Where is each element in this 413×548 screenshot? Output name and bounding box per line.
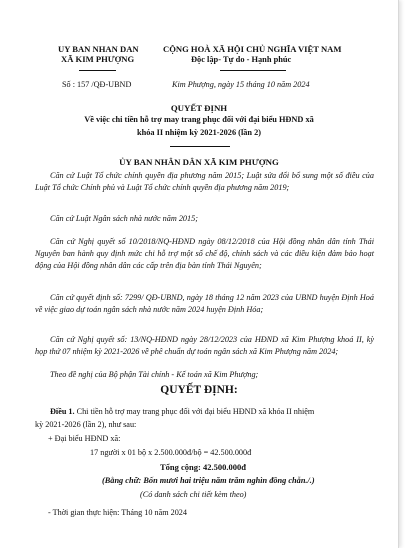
article-1-line2: kỳ 2021-2026 (lần 2), như sau: xyxy=(35,420,137,429)
article-1-amount-in-words: (Bằng chữ: Bốn mươi hai triệu năm trăm nghìn đồng chẵn./.) xyxy=(102,476,315,485)
article-1-total: Tổng cộng: 42.500.000đ xyxy=(160,462,246,472)
document-subject-line2: khóa II nhiệm kỳ 2021-2026 (lần 2) xyxy=(136,128,261,137)
preamble-law-local-government: Căn cứ Luật Tổ chức chính quyền địa phương năm 2015; Luật sửa đổi bổ sung một số điều của Luật Tổ chức Chính phủ và Luật Tổ chức chính quyền địa phương năm 2019; xyxy=(35,171,374,193)
preamble-resolution-13: Căn cứ Nghị quyết số: 13/NQ-HĐND ngày 28/12/2023 của HĐND xã Kim Phượng khoá II, kỳ họp thứ 07 nhiệm kỳ 2021-2026 về phê chuẩn dự toán ngân sách xã Kim Phượng năm 2024; xyxy=(35,335,374,357)
country-motto: Độc lập- Tự do - Hạnh phúc xyxy=(191,55,292,64)
article-1-time: - Thời gian thực hiện: Tháng 10 năm 2024 xyxy=(48,508,187,517)
article-1-calculation: 17 người x 01 bộ x 2.500.000đ/bộ = 42.500.000đ xyxy=(90,448,252,457)
article-1-label: Điều 1. xyxy=(50,407,75,416)
article-1-item: + Đại biểu HĐND xã: xyxy=(48,434,121,443)
document-number: Số : 157 /QĐ-UBND xyxy=(62,80,132,89)
org-name-line1: UY BAN NHAN DAN xyxy=(58,44,139,54)
document-subject-line1: Về việc chi tiền hỗ trợ may trang phục đối với đại biểu HĐND xã xyxy=(84,115,314,124)
issuing-authority: ỦY BAN NHÂN DÂN XÃ KIM PHƯỢNG xyxy=(119,157,279,167)
preamble-decision-7299: Căn cứ quyết định số: 7299/ QĐ-UBND, ngày 18 tháng 12 năm 2023 của UBND huyện Định Hoá về việc giao dự toán ngân sách nhà nước năm 2024 huyện Định Hóa; xyxy=(35,293,374,315)
motto-underline xyxy=(220,70,286,71)
org-name-line2: XÃ KIM PHƯỢNG xyxy=(61,54,135,64)
subject-underline xyxy=(170,146,230,147)
country-name: CỘNG HOÀ XÃ HỘI CHỦ NGHĨA VIỆT NAM xyxy=(163,44,342,54)
article-1-attachment-note: (Có danh sách chi tiết kèm theo) xyxy=(140,490,247,499)
place-date: Kim Phượng, ngày 15 tháng 10 năm 2024 xyxy=(172,80,310,89)
document-title: QUYẾT ĐỊNH xyxy=(170,103,228,113)
article-1-line1 xyxy=(50,407,314,416)
org-underline xyxy=(79,70,116,71)
decision-heading: QUYẾT ĐỊNH: xyxy=(160,384,238,396)
preamble-law-state-budget: Căn cứ Luật Ngân sách nhà nước năm 2015; xyxy=(50,214,198,223)
article-1-text: Chi tiền hỗ trợ may trang phục đối với đại biểu HĐND xã khóa II nhiệm xyxy=(74,407,315,416)
preamble-resolution-10: Căn cứ Nghị quyết số 10/2018/NQ-HĐND ngày 08/12/2018 của Hội đồng nhân dân tỉnh Thái Nguyên ban hành quy định mức chi hỗ trợ một số chế độ, chính sách và các điều kiện đảm bảo hoạt động của Hội đồng nhân dân các cấp trên địa bàn tỉnh Thái Nguyên; xyxy=(35,237,374,271)
preamble-proposal: Theo đề nghị của Bộ phận Tài chính - Kế toán xã Kim Phượng; xyxy=(50,370,259,379)
